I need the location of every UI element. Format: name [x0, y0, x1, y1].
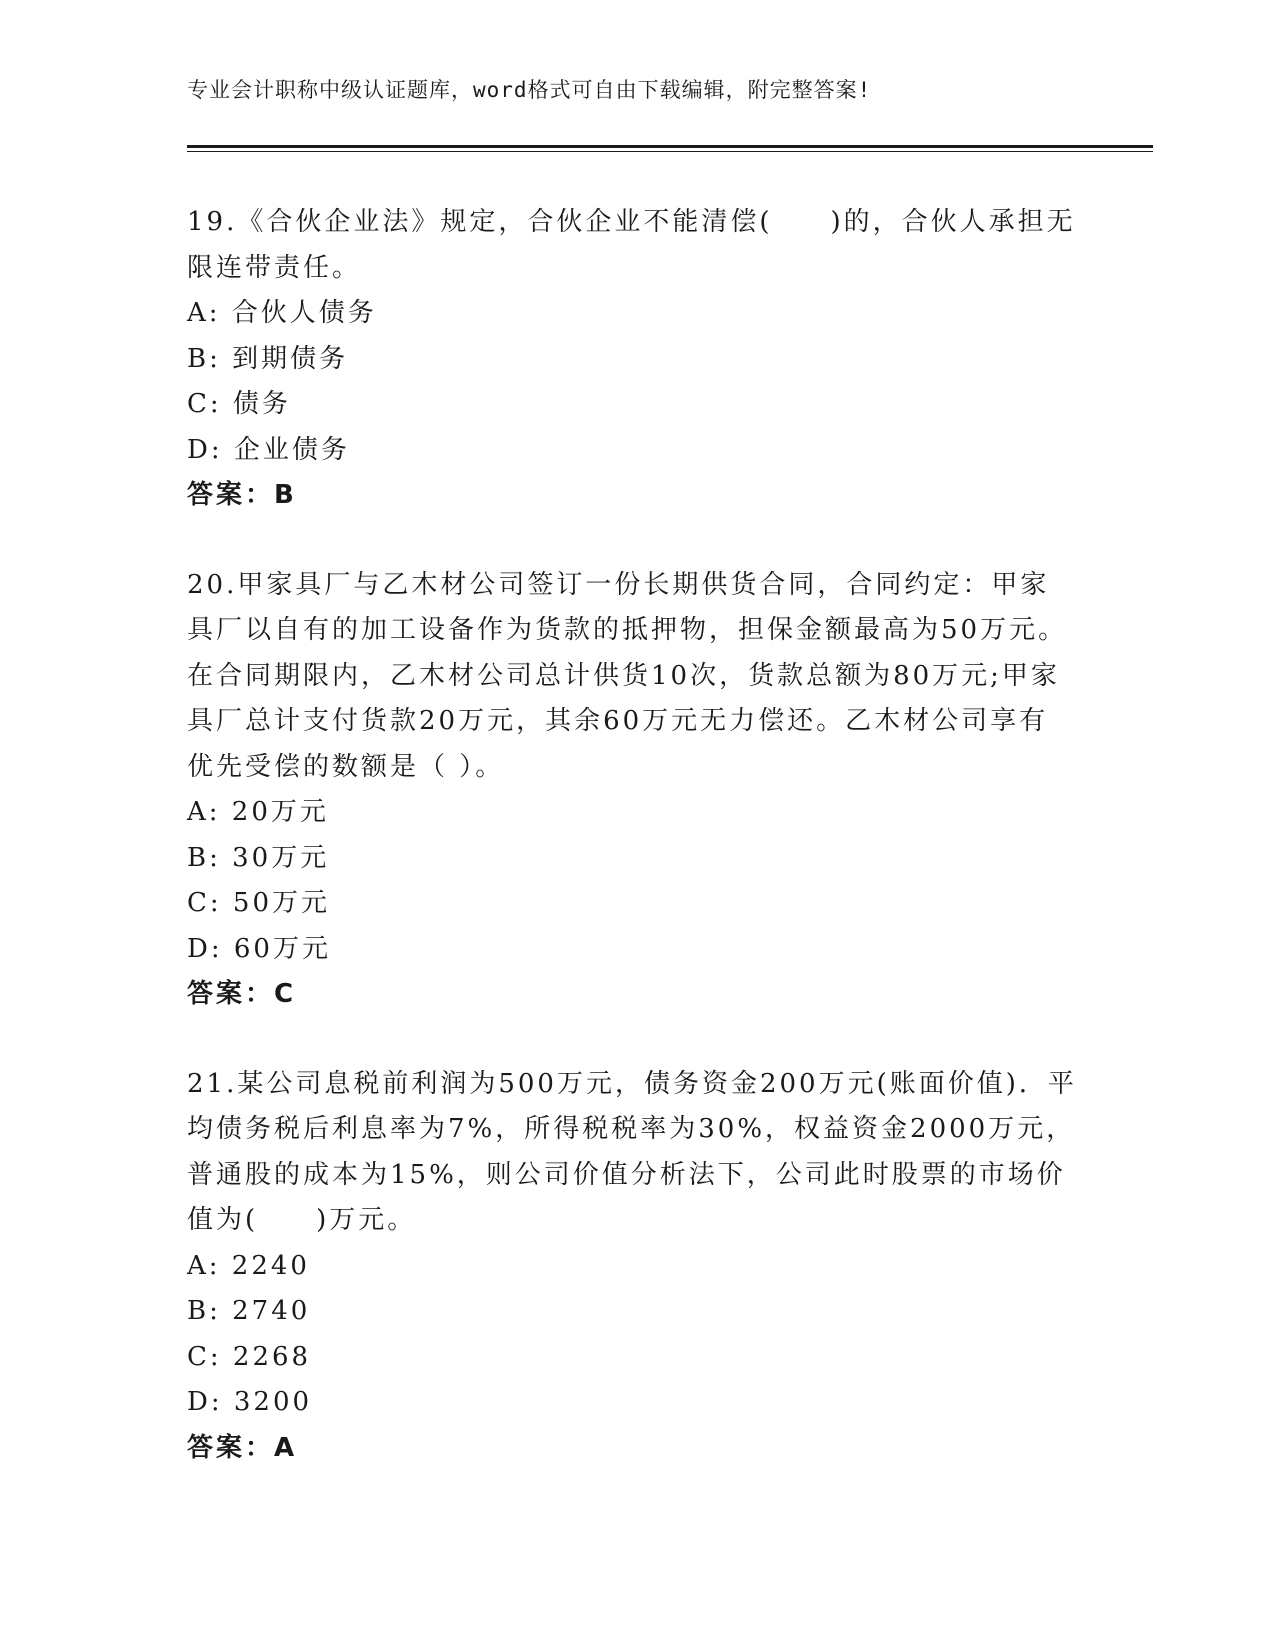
question-21 — [187, 1062, 1077, 1472]
question-stem: 21.某公司息税前利润为500万元，债务资金200万元(账面价值)．平均债务税后利息率为7%，所得税税率为30%，权益资金2000万元，普通股的成本为15%，则公司价值分析法下，公司此时股票的市场价值为( )万元。 — [187, 1068, 1077, 1235]
option-c: C: 50万元 — [187, 888, 331, 918]
answer: 答案：B — [187, 480, 297, 510]
option-a: A: 20万元 — [187, 797, 329, 827]
page-header: 专业会计职称中级认证题库，word格式可自由下载编辑，附完整答案! — [187, 78, 872, 102]
option-b: B: 30万元 — [187, 842, 330, 873]
option-a: A: 2240 — [187, 1250, 310, 1281]
question-stem: 19.《合伙企业法》规定，合伙企业不能清偿( )的，合伙人承担无限连带责任。 — [187, 207, 1076, 283]
header-divider-thin — [187, 151, 1153, 152]
header-divider — [187, 145, 1153, 148]
option-a: A: 合伙人债务 — [187, 298, 377, 328]
question-20 — [187, 563, 1077, 1018]
option-c: C: 2268 — [187, 1341, 312, 1372]
question-19 — [187, 200, 1077, 519]
question-stem: 20.甲家具厂与乙木材公司签订一份长期供货合同，合同约定：甲家具厂以自有的加工设备作为货款的抵押物，担保金额最高为50万元。在合同期限内，乙木材公司总计供货10次，货款总额为80万元;甲家具厂总计支付货款20万元，其余60万元无力偿还。乙木材公司享有优先受偿的数额是（ ）。 — [187, 569, 1068, 782]
option-d: D: 3200 — [187, 1387, 313, 1417]
question-list — [187, 200, 1077, 1515]
option-d: D: 60万元 — [187, 933, 331, 964]
answer: 答案：C — [187, 979, 297, 1009]
answer: 答案：A — [187, 1432, 298, 1463]
option-b: B: 2740 — [187, 1296, 311, 1326]
option-c: C: 债务 — [187, 389, 291, 419]
option-b: B: 到期债务 — [187, 343, 349, 374]
option-d: D: 企业债务 — [187, 434, 350, 465]
